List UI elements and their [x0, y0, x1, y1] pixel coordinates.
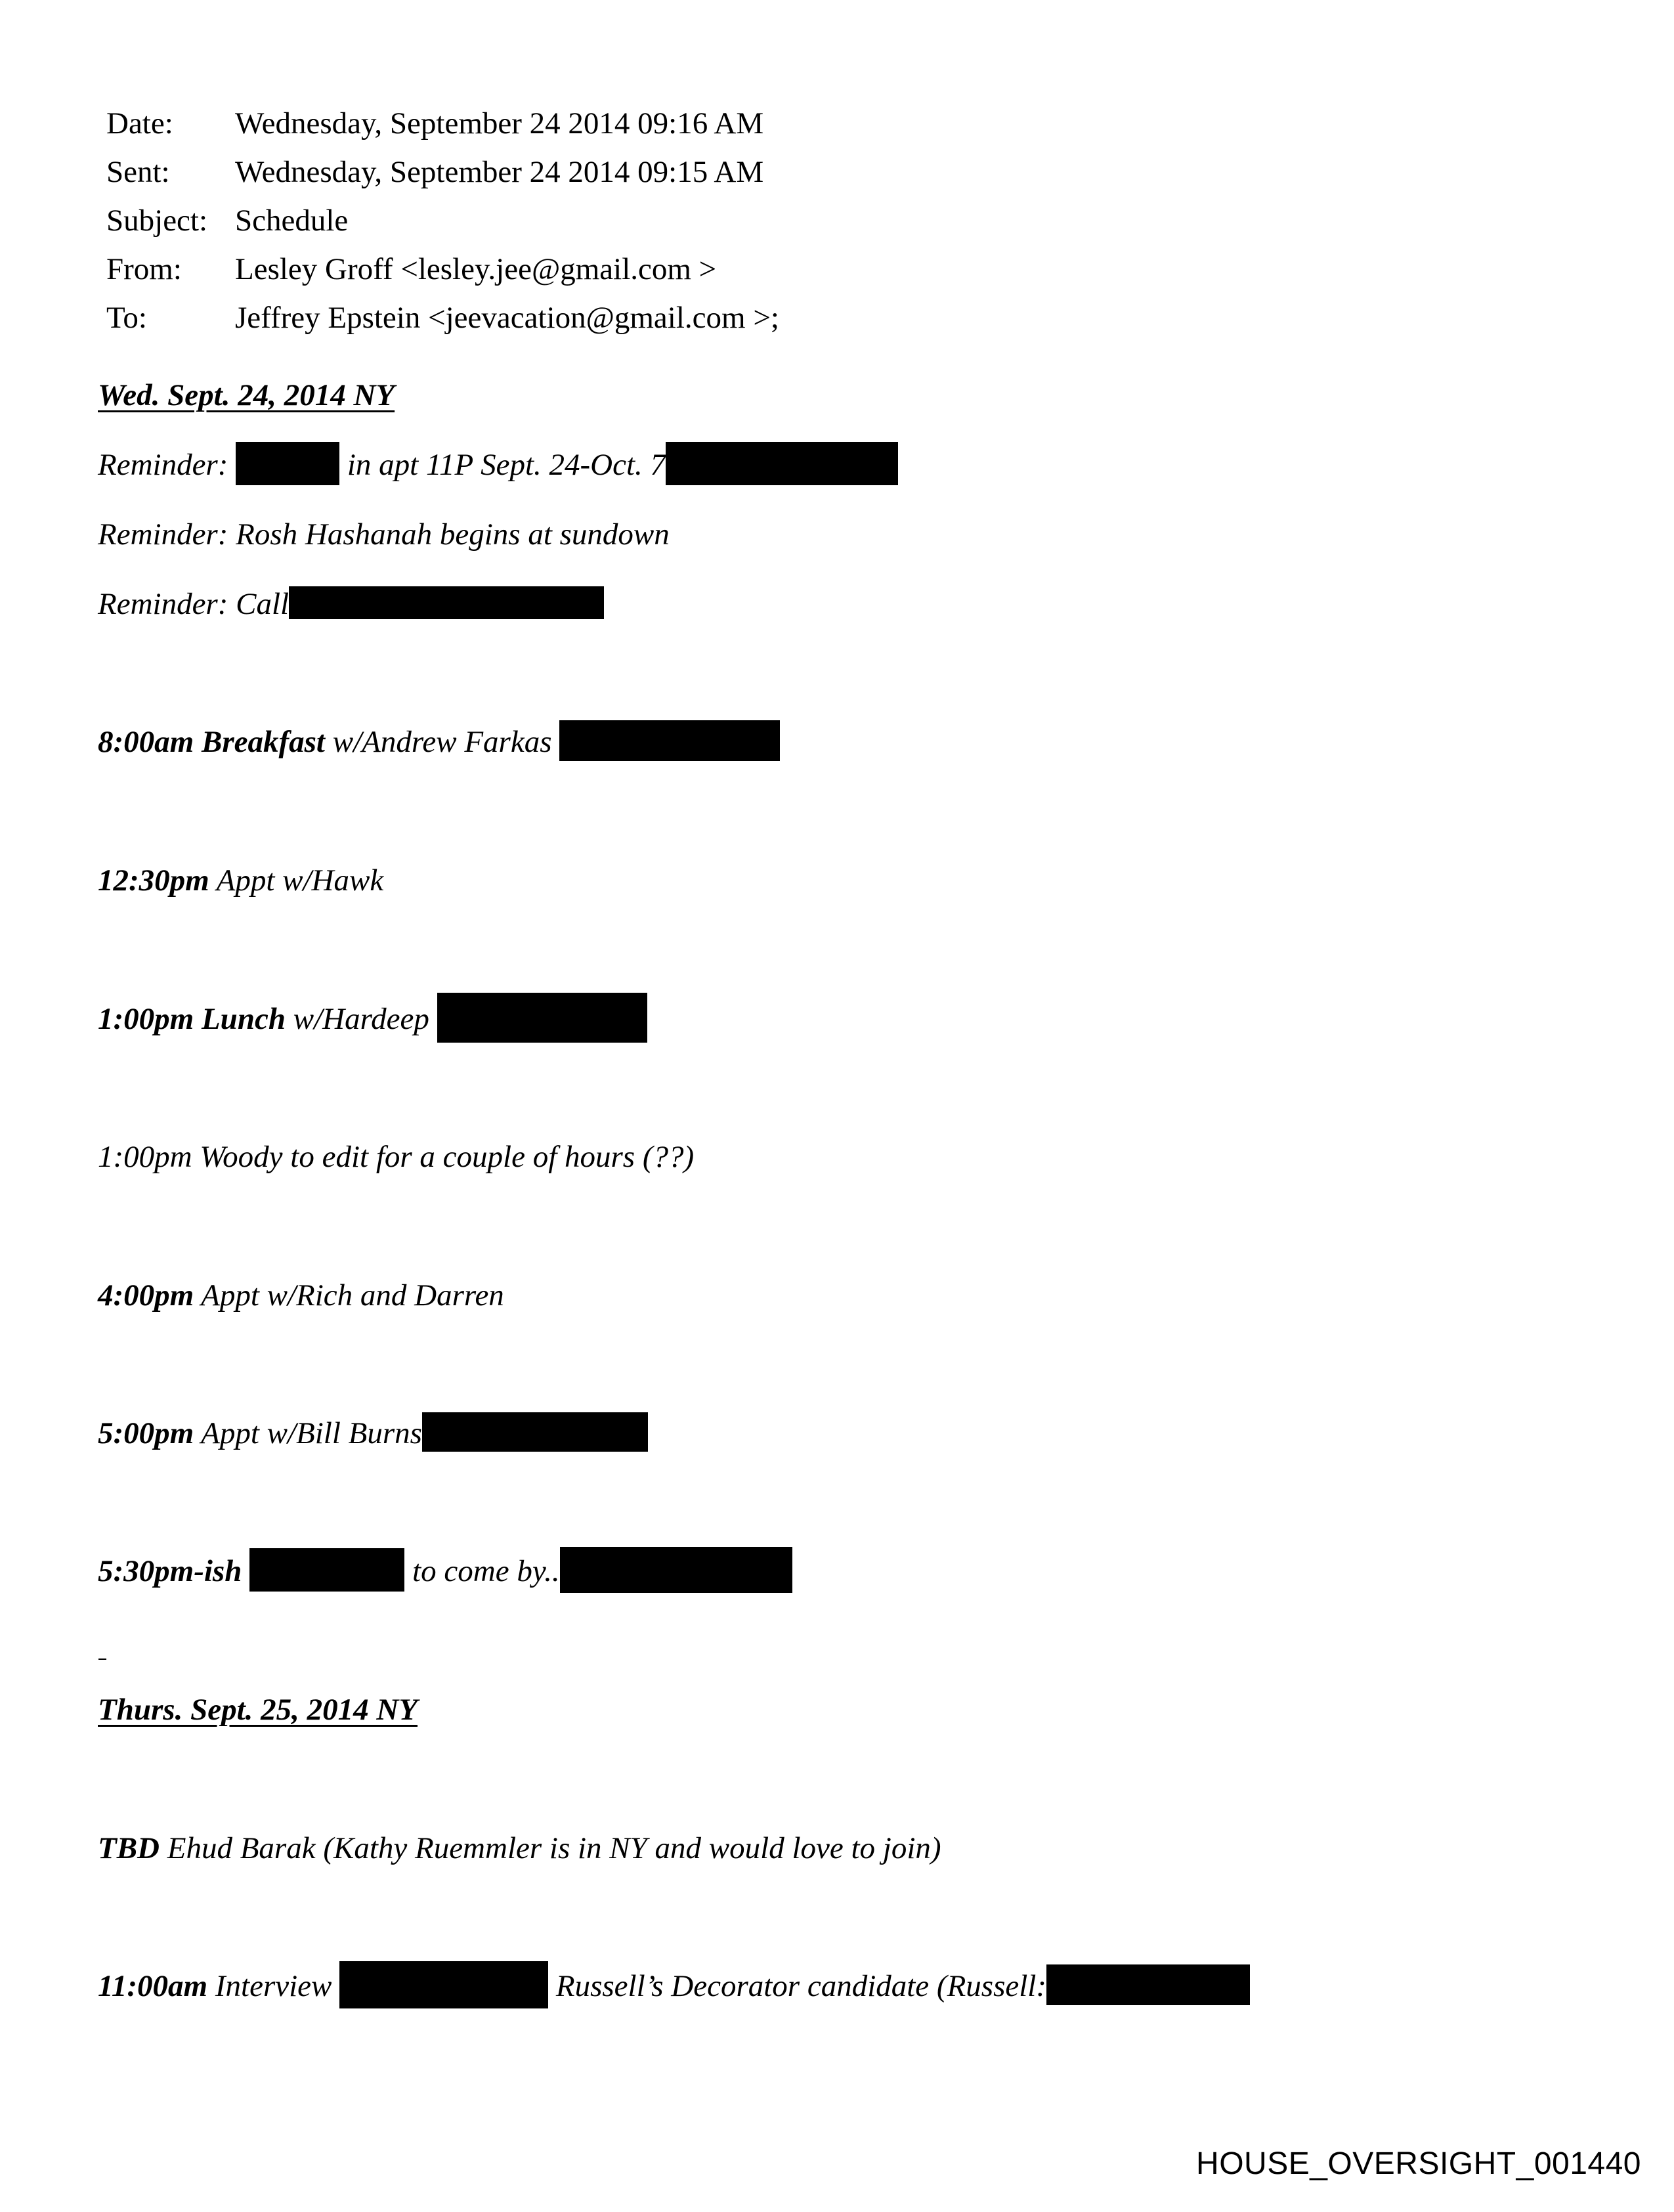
item-time: 12:30pm: [98, 863, 209, 898]
item-text: Appt w/Hawk: [209, 863, 384, 898]
item-text-after: Russell’s Decorator candidate (Russell:: [548, 1969, 1046, 2003]
schedule-item-interview: [98, 1963, 1250, 2009]
schedule-item-hawk: [98, 857, 383, 903]
redaction-box: [437, 993, 647, 1043]
item-text: Ehud Barak (Kathy Ruemmler is in NY and would love to join): [160, 1831, 941, 1865]
redaction-box: [1046, 1964, 1250, 2005]
to-label: To:: [106, 301, 147, 335]
date-value: Wednesday, September 24 2014 09:16 AM: [235, 106, 764, 141]
schedule-item-rich-darren: [98, 1272, 504, 1318]
item-bold-label: Lunch: [194, 1002, 286, 1036]
date-label: Date:: [106, 106, 173, 141]
header-sent-row: [106, 152, 763, 192]
item-text: w/Andrew Farkas: [324, 725, 560, 759]
redaction-box: [339, 1961, 548, 2008]
schedule-item-tbd: [98, 1825, 941, 1871]
item-time: 1:00pm: [98, 1002, 194, 1036]
reminder-line-3: [98, 581, 604, 627]
item-text: Appt w/Rich and Darren: [194, 1278, 504, 1312]
item-time: 5:30pm-ish: [98, 1554, 242, 1588]
header-from-row: [106, 249, 716, 289]
item-text: w/Hardeep: [285, 1002, 437, 1036]
schedule-item-come-by: [98, 1548, 792, 1594]
from-label: From:: [106, 252, 182, 286]
reminder2-text: Reminder: Rosh Hashanah begins at sundown: [98, 517, 670, 552]
schedule-item-bill-burns: [98, 1410, 648, 1456]
schedule-item-lunch: [98, 996, 647, 1042]
redaction-box: [289, 586, 604, 619]
bates-number: HOUSE_OVERSIGHT_001440: [1196, 2146, 1641, 2181]
day2-heading: Thurs. Sept. 25, 2014 NY: [98, 1693, 418, 1727]
header-subject-row: [106, 201, 348, 240]
schedule-item-woody: [98, 1134, 694, 1180]
subject-value: Schedule: [235, 204, 349, 238]
item-text: Appt w/Bill Burns: [194, 1416, 422, 1450]
item-time: 5:00pm: [98, 1416, 194, 1450]
item-time: 11:00am: [98, 1969, 208, 2003]
separator-dash: [98, 1659, 106, 1660]
reminder-line-2: [98, 511, 670, 557]
redaction-box: [422, 1412, 648, 1452]
header-date-row: [106, 104, 763, 143]
item-text: Interview: [207, 1969, 340, 2003]
day2-heading-line: [98, 1687, 418, 1733]
redaction-box: [249, 1548, 404, 1592]
day1-heading: Wed. Sept. 24, 2014 NY: [98, 378, 395, 412]
schedule-item-breakfast: [98, 719, 780, 765]
reminder3-prefix: Reminder: Call: [98, 587, 290, 621]
item-time: 8:00am: [98, 725, 194, 759]
item-text: 1:00pm Woody to edit for a couple of hours (??): [98, 1140, 695, 1174]
sent-label: Sent:: [106, 155, 170, 189]
redaction-box: [559, 720, 780, 761]
redaction-box: [236, 442, 339, 485]
header-to-row: [106, 298, 779, 337]
sent-value: Wednesday, September 24 2014 09:15 AM: [235, 155, 764, 189]
reminder1-prefix: Reminder:: [98, 448, 236, 482]
to-value: Jeffrey Epstein <jeevacation@gmail.com >;: [235, 301, 779, 335]
subject-label: Subject:: [106, 204, 208, 238]
day1-heading-line: [98, 372, 395, 418]
reminder1-middle: in apt 11P Sept. 24-Oct. 7: [339, 448, 666, 482]
item-time: TBD: [98, 1831, 160, 1865]
item-time: 4:00pm: [98, 1278, 194, 1312]
item-bold-label: Breakfast: [194, 725, 325, 759]
reminder-line-1: [98, 442, 898, 488]
redaction-box: [560, 1547, 792, 1593]
redaction-box: [666, 442, 898, 485]
from-value: Lesley Groff <lesley.jee@gmail.com >: [235, 252, 717, 286]
item-text: to come by..: [404, 1554, 560, 1588]
